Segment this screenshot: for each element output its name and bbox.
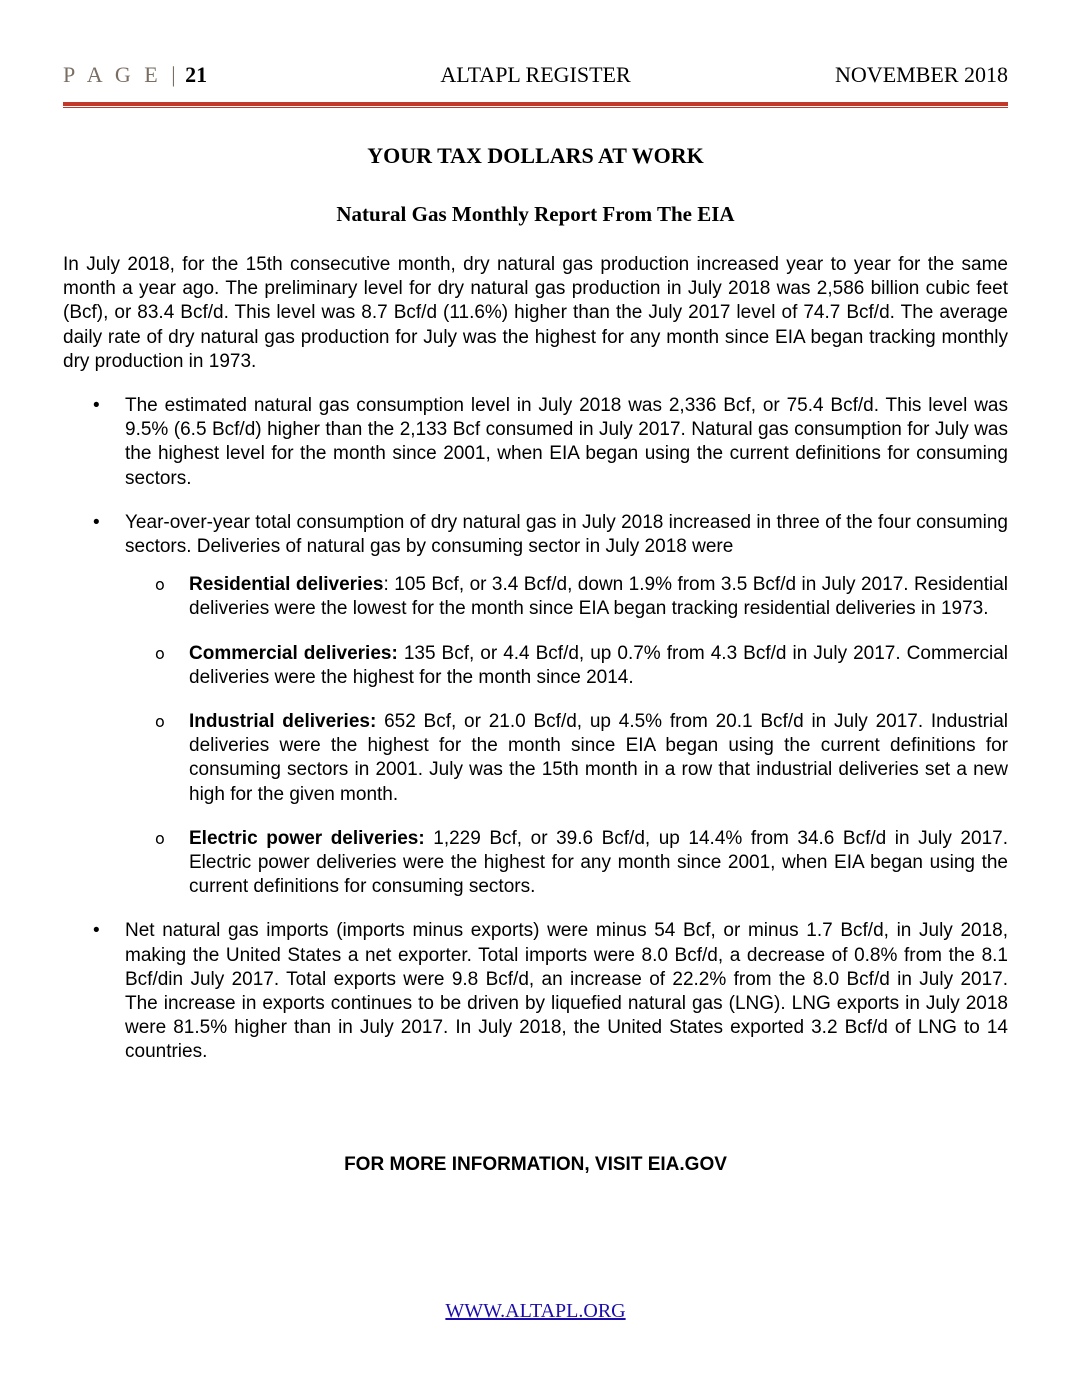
sub-item-text: 1,229 Bcf, or 39.6 Bcf/d, up 14.4% from 34.6 Bcf/d in July 2017. Electric power deliveries were the highest for any month since 2001, when EIA began using the current definitions for consuming sectors. (189, 827, 1008, 898)
header-divider (63, 102, 1008, 106)
bullet-text: Net natural gas imports (imports minus exports) were minus 54 Bcf, or minus 1.7 Bcf/d, in July 2018, making the United States a net exporter. Total imports were 8.0 Bcf/d, a decrease of 0.8% from the 8.1 Bcf/din July 2017. Total exports were 9.8 Bcf/d, an increase of 22.2% from the 8.0 Bcf/d in July 2017. The increase in exports continues to be driven by liquefied natural gas (LNG). LNG exports in July 2018 were 81.5% higher than in July 2017. In July 2018, the United States exported 3.2 Bcf/d of LNG to 14 countries. (125, 920, 1008, 1063)
sub-item-text: : 105 Bcf, or 3.4 Bcf/d, down 1.9% from 3.5 Bcf/d in July 2017. Residential deliveries were the lowest for the month since EIA began tracking residential deliveries in 1973. (189, 574, 1008, 620)
bullet-item-consumption (63, 394, 1008, 491)
bullet-icon: • (93, 395, 100, 417)
bullet-icon: • (93, 920, 100, 942)
page-header (63, 62, 1008, 102)
bullet-item-sectors (63, 511, 1008, 900)
page-word: P A G E (63, 62, 162, 87)
bullet-list (63, 394, 1008, 1065)
section-title: YOUR TAX DOLLARS AT WORK (367, 143, 704, 168)
article-title: Natural Gas Monthly Report From The EIA (336, 202, 735, 226)
bullet-text: The estimated natural gas consumption level in July 2018 was 2,336 Bcf, or 75.4 Bcf/d. This level was 9.5% (6.5 Bcf/d) higher than the 2,133 Bcf consumed in July 2017. Natural gas consumption for July was the highest level for the month since 2001, when EIA began using the current definitions for consuming sectors. (125, 395, 1008, 489)
bullet-text: Year-over-year total consumption of dry natural gas in July 2018 increased in three of the four consuming sectors. Deliveries of natural gas by consuming sector in July 2018 were (125, 511, 1008, 558)
sub-item-commercial (125, 642, 1008, 690)
article-body (63, 253, 1008, 1085)
circle-bullet-icon: o (155, 643, 165, 663)
sub-item-industrial (125, 710, 1008, 807)
bullet-icon: • (93, 511, 100, 533)
circle-bullet-icon: o (155, 712, 165, 732)
bullet-item-imports-exports (63, 919, 1008, 1064)
more-info-note: FOR MORE INFORMATION, VISIT EIA.GOV (344, 1154, 727, 1175)
circle-bullet-icon: o (155, 575, 165, 595)
issue-date: NOVEMBER 2018 (835, 62, 1008, 87)
sub-item-text: 135 Bcf, or 4.4 Bcf/d, up 0.7% from 4.3 Bcf/d in July 2017. Commercial deliveries were the highest for the month since 2014. (189, 642, 1009, 688)
circle-bullet-icon: o (155, 828, 165, 848)
website-link[interactable]: WWW.ALTAPL.ORG (445, 1300, 626, 1322)
sub-item-electric-power (125, 827, 1008, 900)
page-separator: | (171, 62, 176, 87)
sub-item-text: 652 Bcf, or 21.0 Bcf/d, up 4.5% from 20.1 Bcf/d in July 2017. Industrial deliveries were the highest for the month since EIA began using the current definitions for consuming sectors in 2001. July was the 15th month in a row that industrial deliveries set a new high for the given month. (189, 711, 1009, 805)
sector-sublist (125, 573, 1008, 899)
page-number: 21 (185, 62, 208, 87)
sub-item-label: Electric power deliveries: (189, 827, 425, 849)
sub-item-label: Industrial deliveries: (189, 711, 377, 733)
intro-paragraph: In July 2018, for the 15th consecutive month, dry natural gas production increased year to year for the same month a year ago. The preliminary level for dry natural gas production in July 2018 was 2,586 billion cubic feet (Bcf), or 83.4 Bcf/d. This level was 8.7 Bcf/d (11.6%) higher than the July 2017 level of 74.7 Bcf/d. The average daily rate of dry natural gas production for July was the highest for any month since EIA began tracking monthly dry production in 1973. (63, 254, 1008, 372)
header-divider-thin (63, 107, 1008, 108)
sub-item-residential (125, 573, 1008, 621)
sub-item-label: Commercial deliveries: (189, 642, 398, 664)
page-footer (0, 1300, 1071, 1323)
publication-title: ALTAPL REGISTER (440, 62, 631, 87)
sub-item-label: Residential deliveries (189, 574, 384, 596)
